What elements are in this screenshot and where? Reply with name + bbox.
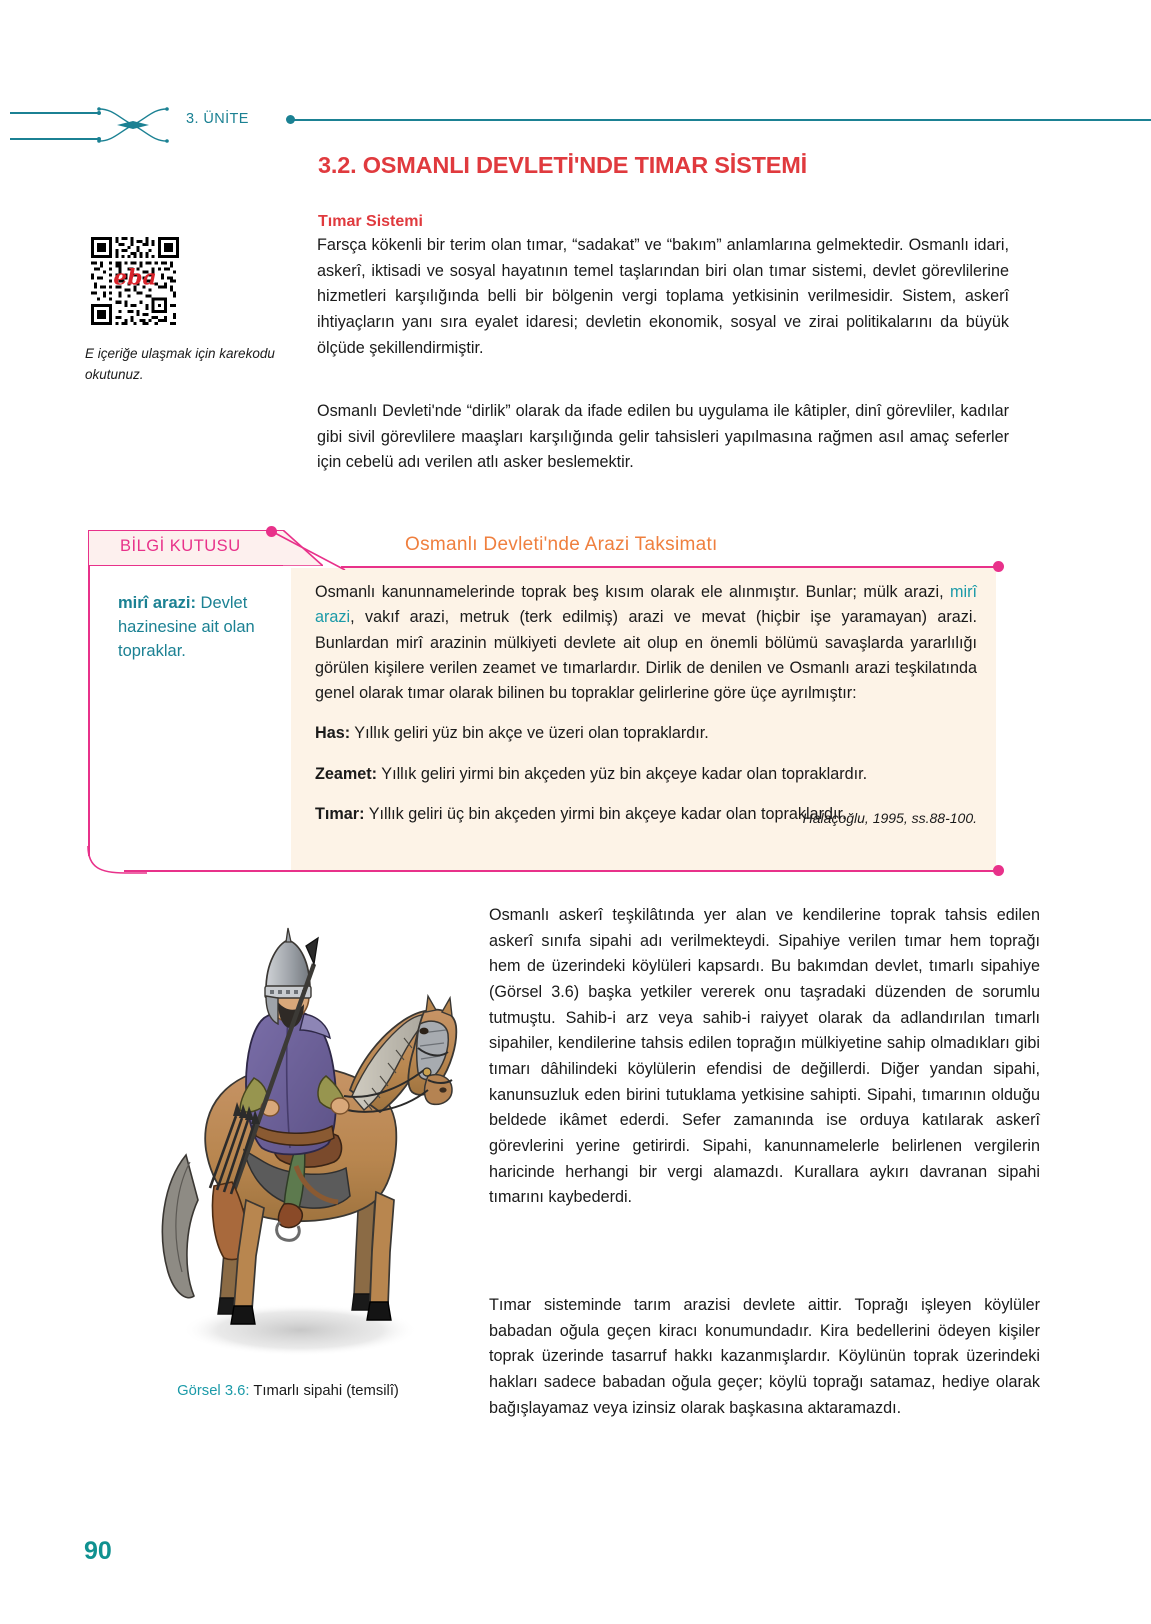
qr-caption: E içeriğe ulaşmak için karekodu okutunuz. bbox=[85, 346, 275, 382]
bridle-boss bbox=[423, 1068, 431, 1076]
info-box bbox=[88, 522, 1008, 880]
caption-text: Tımarlı sipahi (temsilî) bbox=[249, 1383, 399, 1399]
intro-paragraph-2: Osmanlı Devleti'nde “dirlik” olarak da ifade edilen bu uygulama ile kâtipler, dinî görevliler, kadılar gibi sivil görevlilere maaşları karşılığında gelir tahsisleri yapılmasına rağmen asıl amaç seferler için cebelü adı verilen atlı asker beslemektir. bbox=[317, 402, 1009, 472]
header-decor-line-top bbox=[10, 112, 100, 114]
item-text-timar: Yıllık geliri üç bin akçeden yirmi bin akçeye kadar olan topraklardır. bbox=[364, 804, 847, 823]
info-box-connector-line bbox=[271, 530, 347, 570]
horse-nostril bbox=[439, 1087, 446, 1092]
ib-p1-part-b: , vakıf arazi, metruk (terk edilmiş) arazi ve mevat (hiçbir işe yaramayan) arazi. Bunlardan mirî arazinin mülkiyeti devlete ait olup en önemli bölümü savaşlarda yararlılığı görülen kişilere verilen zeamet ve tımarlardır. Dirlik de denilen ve Osmanlı arazi teşkilatında genel olarak tımar olarak bilinen bu topraklar gelirlerine göre üçe ayrılmıştır: bbox=[315, 608, 977, 703]
illustration-sipahi bbox=[128, 900, 458, 1370]
horse-tail bbox=[162, 1155, 198, 1298]
bowtie-ornament-icon bbox=[95, 106, 173, 144]
rider-hand-right bbox=[331, 1098, 349, 1114]
info-box-bottom-rule-dot bbox=[993, 865, 1004, 876]
info-box-item-has bbox=[315, 721, 977, 746]
lower-paragraph-2: Tımar sisteminde tarım arazisi devlete aittir. Toprağı işleyen köylüler babadan oğula geçen kiracı konumundadır. Kira bedellerini ödeyen kişiler toprak üzerinde tasarruf hakkı kazanmışlardır. Köylünün toprak üzerindeki hakları sadece babadan oğula geçer; köylü toprağı satamaz, hediye olarak bağışlayamaz veya izinsiz olarak başkasına aktaramazdı. bbox=[489, 1296, 1040, 1417]
header-rule bbox=[294, 119, 1151, 121]
info-box-tab-label: BİLGİ KUTUSU bbox=[120, 537, 241, 555]
item-text-zeamet: Yıllık geliri yirmi bin akçeden yüz bin akçeye kadar olan topraklardır. bbox=[377, 764, 868, 783]
qr-code-icon bbox=[91, 237, 179, 325]
illustration-caption bbox=[88, 1383, 488, 1399]
horse-eye bbox=[419, 1028, 428, 1035]
hoof-near-hind bbox=[231, 1306, 255, 1324]
caption-label: Görsel 3.6: bbox=[177, 1383, 250, 1399]
info-box-definition bbox=[118, 592, 286, 664]
lower-paragraph-1: Osmanlı askerî teşkilâtında yer alan ve kendilerine toprak tahsis edilen askerî sınıfa sipahi adı verilmekteydi. Sipahiye verilen tımar hem toprağı hem de üzerindeki köylüleri kapsardı. Bu bakımdan devlet, tımarlı sipahiye (Görsel 3.6) başka yetkiler vererek onu taşradaki düzenden de sorumlu tutmuştu. Sahib-i arz veya sahib-i raiyyet olarak da adlandırılan tımarlı sipahiler, kendilerine tahsis edilen toprağın mülkiyetine sahip olmadıkları gibi tımarı dâhilindeki köylülerin efendisi de değillerdi. Diğer yandan sipahi, kanunsuzluk eden birini tutuklama yetkisine sahipti. Sipahi, tımarının olduğu beldede ikâmet ederdi. Sefer zamanında ise orduya katılarak askerî görevlerini yerine getirirdi. Sipahi, kanunnamelerle belirlenen vergilerin haricinde herhangi bir vergi alamazdı. Kurallara aykırı davranan sipahi tımarını kaybederdi. bbox=[489, 906, 1040, 1207]
info-box-item-zeamet bbox=[315, 762, 977, 787]
page-header bbox=[0, 48, 1151, 127]
info-box-bottom-rule bbox=[124, 870, 996, 872]
horse-ear-right bbox=[442, 998, 452, 1016]
info-box-bottom-left-curve bbox=[87, 846, 147, 882]
info-box-citation: Halaçoğlu, 1995, ss.88-100. bbox=[802, 810, 977, 826]
horse-ear-left bbox=[426, 996, 436, 1012]
item-term-timar: Tımar: bbox=[315, 804, 365, 823]
header-decor-line-bottom bbox=[10, 138, 100, 140]
ib-p1-part-a: Osmanlı kanunnamelerinde toprak beş kısım olarak ele alınmıştır. Bunlar; mülk arazi, bbox=[315, 583, 951, 601]
page-title: 3.2. OSMANLI DEVLETİ'NDE TIMAR SİSTEMİ bbox=[318, 151, 807, 178]
rider-helmet bbox=[266, 940, 310, 990]
info-box-top-rule bbox=[341, 566, 996, 568]
page-number: 90 bbox=[84, 1537, 112, 1565]
sipahi-horseman-illustration bbox=[128, 900, 458, 1370]
info-box-node-dot bbox=[266, 526, 277, 537]
info-box-left-rail bbox=[88, 566, 90, 856]
info-box-paragraph-1 bbox=[315, 580, 977, 706]
subsection-title: Tımar Sistemi bbox=[318, 213, 423, 231]
hoof-near-front bbox=[367, 1302, 391, 1320]
helmet-spike bbox=[286, 928, 291, 942]
info-box-heading: Osmanlı Devleti'nde Arazi Taksimatı bbox=[405, 534, 718, 555]
qr-code[interactable] bbox=[91, 237, 179, 325]
item-text-has: Yıllık geliri yüz bin akçe ve üzeri olan topraklardır. bbox=[350, 724, 709, 743]
unit-label: 3. ÜNİTE bbox=[186, 111, 249, 127]
spear-head bbox=[306, 938, 318, 964]
eba-logo-text: eba bbox=[113, 264, 157, 291]
intro-paragraph-1: Farsça kökenli bir terim olan tımar, “sadakat” ve “bakım” anlamlarına gelmektedir. Osmanlı idari, askerî, iktisadi ve sosyal hayatının temel taşlarından biri olan tımar sistemi, devlet görevlilerine hizmetleri karşılığında belli bir bölgenin vergi toplama yetkisinin verilmesidir. Sistem, askerî ihtiyaçların yanı sıra eyalet idaresi; devletin ekonomik, sosyal ve zirai politikalarını da büyük ölçüde şekillendirmiştir. bbox=[317, 236, 1009, 357]
definition-text: Devlet hazinesine ait olan topraklar. bbox=[118, 594, 255, 660]
rider-boot bbox=[278, 1204, 302, 1228]
info-box-content bbox=[315, 580, 977, 827]
item-term-zeamet: Zeamet: bbox=[315, 764, 378, 783]
definition-term: mirî arazi: bbox=[118, 594, 196, 612]
info-box-top-rule-dot bbox=[993, 561, 1004, 572]
item-term-has: Has: bbox=[315, 724, 351, 743]
ib-p1-highlight: mirî arazi bbox=[315, 583, 977, 627]
